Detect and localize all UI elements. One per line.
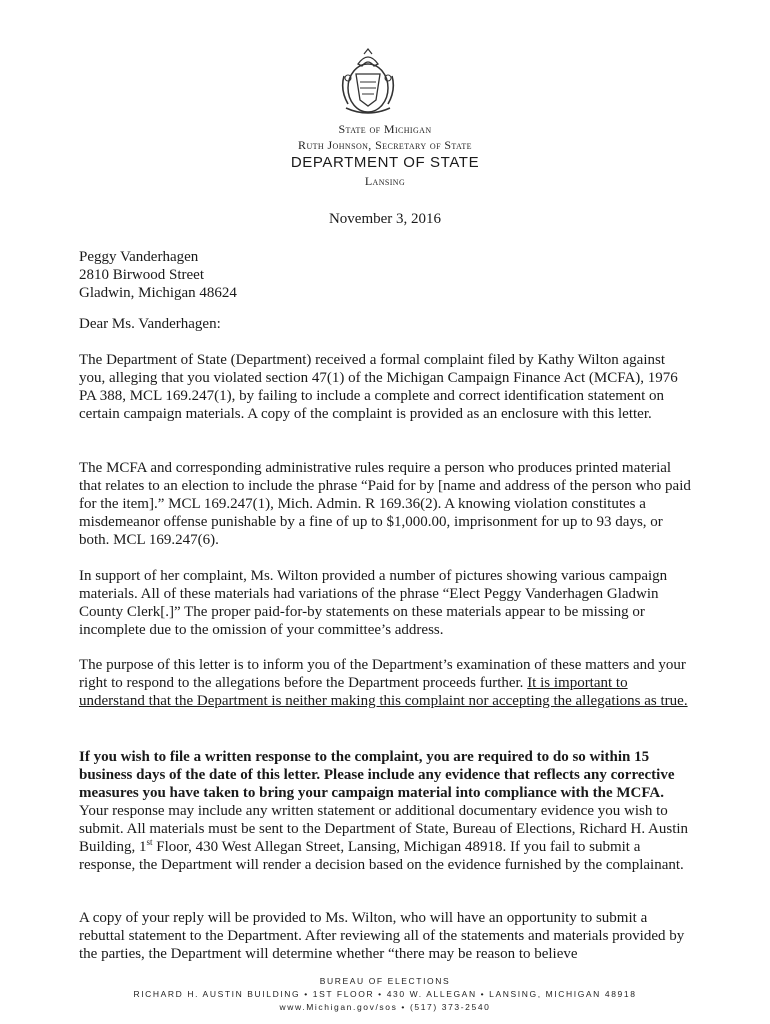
header-secretary: Ruth Johnson, Secretary of State <box>298 138 472 152</box>
header-city: Lansing <box>364 174 406 188</box>
recipient-street: 2810 Birwood Street <box>79 267 204 283</box>
paragraph-4-text: The purpose of this letter is to inform you of the Department’s examination of these matters and your right to respond to the allegations before the Department proceeds further. <box>79 657 686 691</box>
recipient-city: Gladwin, Michigan 48624 <box>79 285 237 301</box>
paragraph-3: In support of her complaint, Ms. Wilton provided a number of pictures showing various campaign materials. All of these materials had variations of the phrase “Elect Peggy Vanderhagen Gladwin County Clerk[.]” The proper paid-for-by statements on these materials appear to be missing or incomplete due to the omission of your committee’s address. <box>79 568 668 638</box>
recipient-name: Peggy Vanderhagen <box>79 249 199 265</box>
salutation: Dear Ms. Vanderhagen: <box>79 316 221 332</box>
paragraph-5-text-a: Your response may include any written statement or additional documentary evidence you wish to submit. All materials must be sent to the Department of State, Bureau of Elections, Richard H. Austin Building, 1 <box>79 803 689 855</box>
paragraph-4-underlined: It is important to understand that the Department is neither making this complaint nor accepting the allegations as true. <box>79 675 688 709</box>
michigan-state-seal-icon <box>336 48 400 120</box>
paragraph-5 <box>79 748 693 874</box>
header-state: State of Michigan <box>338 122 432 136</box>
paragraph-5-sup: st <box>146 837 153 847</box>
paragraph-6: A copy of your reply will be provided to Ms. Wilton, who will have an opportunity to submit a rebuttal statement to the Department. After reviewing all of the statements and materials provided by the parties, the Department will determine whether “there may be reason to believe <box>79 910 685 962</box>
header-department: DEPARTMENT OF STATE <box>290 154 480 171</box>
letter-date: November 3, 2016 <box>328 211 442 227</box>
paragraph-5-bold: If you wish to file a written response to the complaint, you are required to do so within 15 business days of the date of this letter. Please include any evidence that reflects any corrective measures you have taken to bring your campaign material into compliance with the MCFA. <box>79 749 675 801</box>
recipient-address <box>79 248 693 302</box>
footer-bureau: BUREAU OF ELECTIONS <box>319 976 451 986</box>
footer-contact: www.Michigan.gov/sos • (517) 373-2540 <box>279 1002 491 1012</box>
paragraph-5-text-b: Floor, 430 West Allegan Street, Lansing, Michigan 48918. If you fail to submit a response, the Department will render a decision based on the evidence furnished by the complainant. <box>79 839 684 873</box>
footer-address: RICHARD H. AUSTIN BUILDING • 1ST FLOOR • 430 W. ALLEGAN • LANSING, MICHIGAN 48918 <box>133 989 637 999</box>
paragraph-1: The Department of State (Department) received a formal complaint filed by Kathy Wilton against you, alleging that you violated section 47(1) of the Michigan Campaign Finance Act (MCFA), 1976 PA 388, MCL 169.247(1), by failing to include a complete and correct identification statement on certain campaign materials. A copy of the complaint is provided as an enclosure with this letter. <box>79 352 678 422</box>
paragraph-4 <box>79 656 693 710</box>
paragraph-2: The MCFA and corresponding administrative rules require a person who produces printed material that relates to an election to include the phrase “Paid for by [name and address of the person who paid for the item].” MCL 169.247(1), Mich. Admin. R 169.36(2). A knowing violation constitutes a misdemeanor offense punishable by a fine of up to $1,000.00, imprisonment for up to 93 days, or both. MCL 169.247(6). <box>79 460 691 548</box>
